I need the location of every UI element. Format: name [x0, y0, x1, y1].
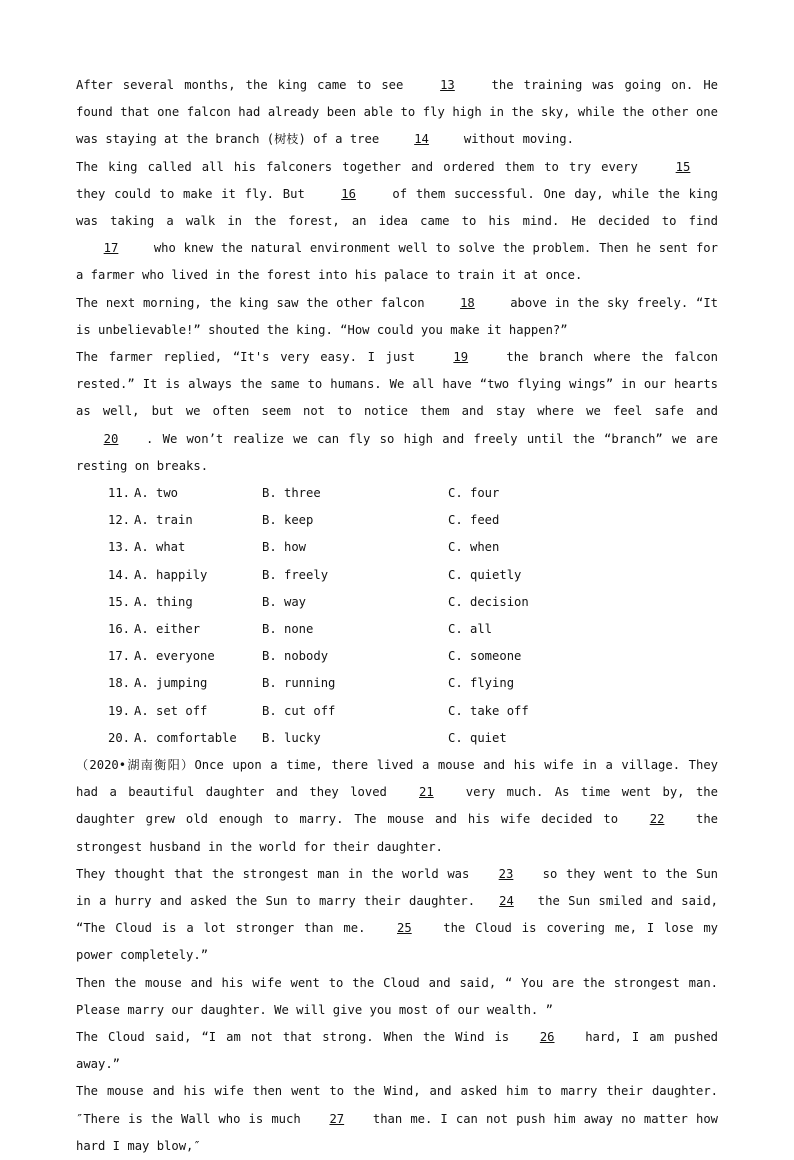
- option-c: C. flying: [448, 676, 515, 691]
- passage1-paragraph-1: After several months, the king came to see 13 the training was going on. He found that one falcon had already been able to fly high in the sky, while the other one was staying at the branch (树枝) of a tree 14 without moving.: [76, 72, 718, 154]
- option-a: A. train: [134, 513, 193, 528]
- option-b: B. way: [262, 594, 307, 609]
- blank-17: 17: [103, 241, 119, 256]
- passage2-paragraph-2: They thought that the strongest man in the world was 23 so they went to the Sun in a hurry and asked the Sun to marry their daughter. 24 the Sun smiled and said, “The Cloud is a lot stronger than me. 25 the Cloud is covering me, I lose my power completely.”: [76, 861, 718, 970]
- option-row-20: 20. A. comfortable B. lucky C. quiet: [76, 725, 718, 752]
- option-c: C. take off: [448, 703, 529, 718]
- option-row-18: 18. A. jumping B. running C. flying: [76, 670, 718, 697]
- blank-23: 23: [498, 866, 514, 881]
- option-a: A. set off: [134, 703, 208, 718]
- option-c: C. when: [448, 540, 500, 555]
- blank-27: 27: [329, 1111, 345, 1126]
- option-a: A. everyone: [134, 649, 215, 664]
- option-a: A. what: [134, 540, 186, 555]
- document-page: [76, 72, 718, 1160]
- option-b: B. cut off: [262, 703, 336, 718]
- option-a: A. comfortable: [134, 730, 237, 745]
- blank-16: 16: [341, 186, 356, 201]
- option-c: C. feed: [448, 513, 500, 528]
- option-row-19: 19. A. set off B. cut off C. take off: [76, 698, 718, 725]
- option-b: B. three: [262, 486, 321, 501]
- option-a: A. happily: [134, 567, 208, 582]
- passage2-paragraph-3: Then the mouse and his wife went to the Cloud and said, “ You are the strongest man. Please marry our daughter. We will give you most of our wealth. ”: [76, 975, 718, 1017]
- blank-20: 20: [103, 431, 119, 446]
- option-row-16: 16. A. either B. none C. all: [76, 616, 718, 643]
- option-b: B. nobody: [262, 649, 329, 664]
- option-row-15: 15. A. thing B. way C. decision: [76, 589, 718, 616]
- option-row-11: 11. A. two B. three C. four: [76, 480, 718, 507]
- passage1-paragraph-3: The next morning, the king saw the other falcon 18 above in the sky freely. “It is unbelievable!” shouted the king. “How could you make it happen?”: [76, 290, 718, 344]
- passage2-paragraph-5: The mouse and his wife then went to the Wind, and asked him to marry their daughter. ″There is the Wall who is much 27 than me. I can not push him away no matter how hard I may blow,″: [76, 1084, 718, 1153]
- blank-14: 14: [414, 132, 429, 147]
- passage2-paragraph-1: （2020•湖南衡阳）Once upon a time, there lived a mouse and his wife in a village. They had a beautiful daughter and they loved 21 very much. As time went by, the daughter grew old enough to marry. The mouse and his wife decided to 22 the strongest husband in the world for their daughter.: [76, 757, 718, 854]
- passage2-paragraph-4: The Cloud said, “I am not that strong. When the Wind is 26 hard, I am pushed away.”: [76, 1024, 718, 1078]
- option-a: A. jumping: [134, 676, 208, 691]
- option-b: B. none: [262, 621, 314, 636]
- option-b: B. freely: [262, 567, 329, 582]
- blank-22: 22: [649, 812, 665, 827]
- option-a: A. thing: [134, 594, 193, 609]
- option-c: C. all: [448, 621, 493, 636]
- passage1-paragraph-4: The farmer replied, “It's very easy. I just 19 the branch where the falcon rested.” It is always the same to humans. We all have “two flying wings” in our hearts as well, but we often seem not to notice them and stay where we feel safe and 20 . We won’t realize we can fly so high and freely until the “branch” we are resting on breaks.: [76, 344, 718, 480]
- option-c: C. someone: [448, 649, 522, 664]
- option-a: A. two: [134, 486, 179, 501]
- blank-21: 21: [419, 785, 434, 800]
- options-list: [76, 480, 718, 752]
- option-c: C. quietly: [448, 567, 522, 582]
- option-row-13: 13. A. what B. how C. when: [76, 534, 718, 561]
- blank-26: 26: [539, 1029, 555, 1044]
- blank-19: 19: [453, 350, 469, 365]
- option-a: A. either: [134, 621, 201, 636]
- blank-15: 15: [675, 159, 691, 174]
- blank-25: 25: [397, 921, 412, 936]
- option-c: C. decision: [448, 594, 529, 609]
- blank-13: 13: [440, 78, 455, 92]
- option-b: B. how: [262, 540, 307, 555]
- option-c: C. four: [448, 486, 500, 501]
- option-b: B. lucky: [262, 730, 321, 745]
- blank-24: 24: [499, 893, 514, 908]
- option-b: B. running: [262, 676, 336, 691]
- option-c: C. quiet: [448, 730, 507, 745]
- option-b: B. keep: [262, 513, 314, 528]
- passage1-paragraph-2: The king called all his falconers together and ordered them to try every 15 they could to make it fly. But 16 of them successful. One day, while the king was taking a walk in the forest, an idea came to his mind. He decided to find 17 who knew the natural environment well to solve the problem. Then he sent for a farmer who lived in the forest into his palace to train it at once.: [76, 154, 718, 290]
- option-row-14: 14. A. happily B. freely C. quietly: [76, 562, 718, 589]
- option-row-12: 12. A. train B. keep C. feed: [76, 507, 718, 534]
- option-row-17: 17. A. everyone B. nobody C. someone: [76, 643, 718, 670]
- blank-18: 18: [460, 295, 475, 310]
